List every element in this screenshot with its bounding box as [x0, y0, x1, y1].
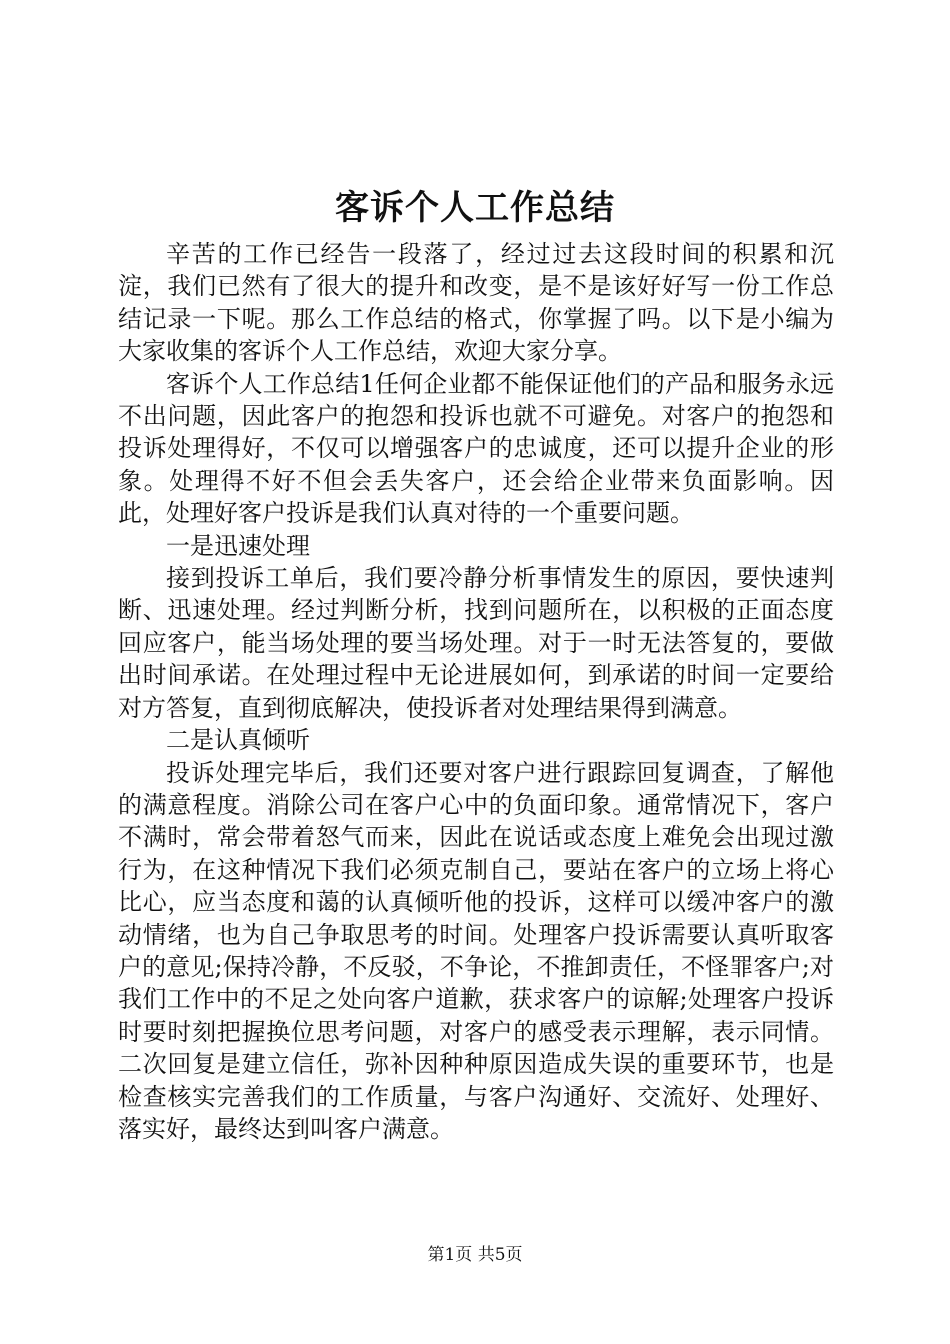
page-number-footer: 第1页 共5页: [427, 1245, 523, 1265]
paragraph-careful-listening: 投诉处理完毕后，我们还要对客户进行跟踪回复调查，了解他的满意程度。消除公司在客户心中的负面印象。通常情况下，客户不满时，常会带着怒气而来，因此在说话或态度上难免会出现过激行为，在这种情况下我们必须克制自己，要站在客户的立场上将心比心，应当态度和蔼的认真倾听他的投诉，这样可以缓冲客户的激动情绪，也为自己争取思考的时间。处理客户投诉需要认真听取客户的意见;保持冷静，不反驳，不争论，不推卸责任，不怪罪客户;对我们工作中的不足之处向客户道歉，获求客户的谅解;处理客户投诉时要时刻把握换位思考问题，对客户的感受表示理解，表示同情。二次回复是建立信任，弥补因种种原因造成失误的重要环节，也是检查核实完善我们的工作质量，与客户沟通好、交流好、处理好、落实好，最终达到叫客户满意。: [118, 758, 834, 1143]
document-body: [118, 238, 834, 1145]
paragraph-summary-1: 客诉个人工作总结1任何企业都不能保证他们的产品和服务永远不出问题，因此客户的抱怨和投诉也就不可避免。对客户的抱怨和投诉处理得好，不仅可以增强客户的忠诚度，还可以提升企业的形象。处理得不好不但会丢失客户，还会给企业带来负面影响。因此，处理好客户投诉是我们认真对待的一个重要问题。: [118, 369, 834, 528]
paragraph-intro: 辛苦的工作已经告一段落了，经过过去这段时间的积累和沉淀，我们已然有了很大的提升和改变，是不是该好好写一份工作总结记录一下呢。那么工作总结的格式，你掌握了吗。以下是小编为大家收集的客诉个人工作总结，欢迎大家分享。: [118, 240, 834, 366]
section-heading-quick-handling: 一是迅速处理: [166, 531, 310, 560]
section-heading-careful-listening: 二是认真倾听: [166, 726, 310, 755]
document-title: 客诉个人工作总结: [335, 188, 615, 228]
paragraph-quick-handling: 接到投诉工单后，我们要冷静分析事情发生的原因，要快速判断、迅速处理。经过判断分析，找到问题所在，以积极的正面态度回应客户，能当场处理的要当场处理。对于一时无法答复的，要做出时间承诺。在处理过程中无论进展如何，到承诺的时间一定要给对方答复，直到彻底解决，使投诉者对处理结果得到满意。: [118, 564, 834, 722]
